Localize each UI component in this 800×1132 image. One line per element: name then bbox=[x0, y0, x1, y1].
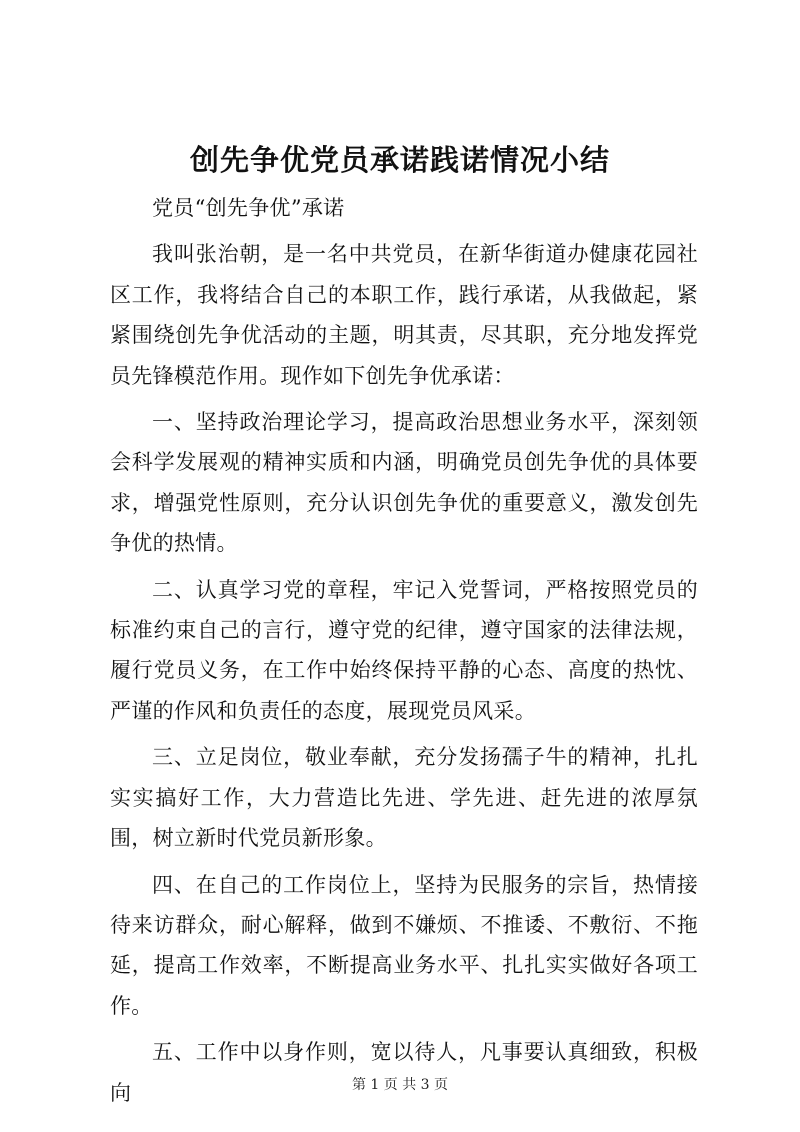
paragraph-item-3: 三、立足岗位，敬业奉献，充分发扬孺子牛的精神，扎扎实实搞好工作，大力营造比先进、学先进、赶先进的浓厚氛围，树立新时代党员新形象。 bbox=[110, 745, 698, 851]
paragraph-item-4: 四、在自己的工作岗位上，坚持为民服务的宗旨，热情接待来访群众，耐心解释，做到不嫌烦、不推诿、不敷衍、不拖延，提高工作效率，不断提高业务水平、扎扎实实做好各项工作。 bbox=[110, 872, 698, 1018]
page-footer: 第 1 页 共 3 页 bbox=[351, 1077, 449, 1093]
document-body bbox=[110, 188, 698, 1119]
paragraph-heading: 党员“创先争优”承诺 bbox=[152, 196, 345, 220]
paragraph-item-5: 五、工作中以身作则，宽以待人，凡事要认真细致，积极向 bbox=[110, 1040, 698, 1105]
paragraph-intro: 我叫张治朝，是一名中共党员，在新华街道办健康花园社区工作，我将结合自己的本职工作，践行承诺，从我做起，紧紧围绕创先争优活动的主题，明其责，尽其职，充分地发挥党员先锋模范作用。现作如下创先争优承诺： bbox=[110, 242, 698, 388]
document-title: 创先争优党员承诺践诺情况小结 bbox=[189, 143, 610, 177]
paragraph-item-2: 二、认真学习党的章程，牢记入党誓词，严格按照党员的标准约束自己的言行，遵守党的纪律，遵守国家的法律法规，履行党员义务，在工作中始终保持平静的心态、高度的热忱、严谨的作风和负责任的态度，展现党员风采。 bbox=[110, 577, 698, 723]
paragraph-item-1: 一、坚持政治理论学习，提高政治思想业务水平，深刻领会科学发展观的精神实质和内涵，明确党员创先争优的具体要求，增强党性原则，充分认识创先争优的重要意义，激发创先争优的热情。 bbox=[110, 410, 698, 556]
